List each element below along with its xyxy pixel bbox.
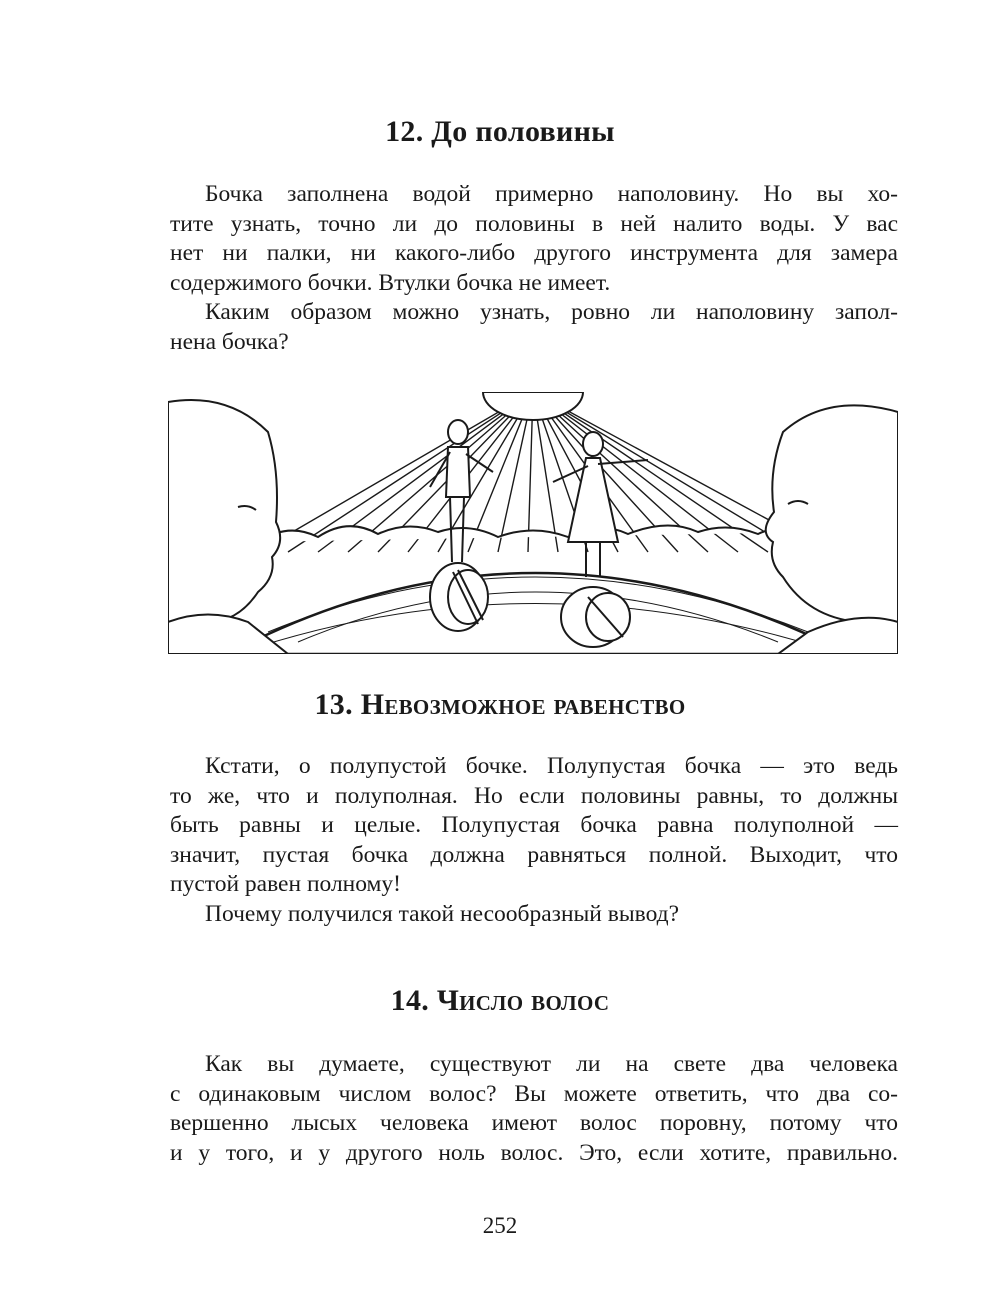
section-14-title-text: Число волос	[436, 984, 610, 1017]
section-13-title	[0, 688, 1000, 722]
text-line: содержимого бочки. Втулки бочка не имеет.	[170, 269, 611, 296]
text-line: Почему получился такой несообразный вывод?	[205, 900, 680, 927]
section-13-number: 13.	[314, 688, 361, 721]
illustration-children-on-barrels	[168, 392, 898, 654]
text-line: пустой равен полному!	[170, 871, 402, 898]
text-line: вершенно лысых человека имеют волос поровну, потому что	[170, 1110, 898, 1137]
section-12-text	[170, 180, 898, 358]
text-line: нена бочка?	[170, 328, 289, 355]
text-line: Кстати, о полупустой бочке. Полупустая бочка — это ведь	[205, 753, 898, 779]
text-line: тите узнать, точно ли до половины в ней налито воды. У вас	[170, 210, 898, 237]
section-14-number: 14.	[390, 984, 437, 1017]
text-line: Как вы думаете, существуют ли на свете два человека	[205, 1051, 898, 1077]
text-line: быть равны и целые. Полупустая бочка равна полуполной —	[170, 812, 898, 839]
text-line: Бочка заполнена водой примерно наполовину. Но вы хо-	[205, 181, 898, 207]
text-line: Каким образом можно узнать, ровно ли наполовину запол-	[205, 299, 898, 326]
text-line: с одинаковым числом волос? Вы можете ответить, что два со-	[170, 1080, 898, 1107]
text-line: и у того, и у другого ноль волос. Это, если хотите, правильно.	[170, 1139, 898, 1166]
section-14-text	[170, 1050, 898, 1168]
text-line: то же, что и полуполная. Но если половины равны, то должны	[170, 782, 898, 809]
section-13-text	[170, 752, 898, 930]
section-13-title-text: Невозможное равенство	[360, 688, 686, 721]
page-number: 252	[482, 1213, 518, 1238]
text-line: нет ни палки, ни какого-либо другого инструмента для замера	[170, 240, 898, 267]
section-14-title	[0, 984, 1000, 1018]
section-12-title: 12. До половины	[385, 115, 615, 148]
text-line: значит, пустая бочка должна равняться полной. Выходит, что	[170, 841, 898, 868]
